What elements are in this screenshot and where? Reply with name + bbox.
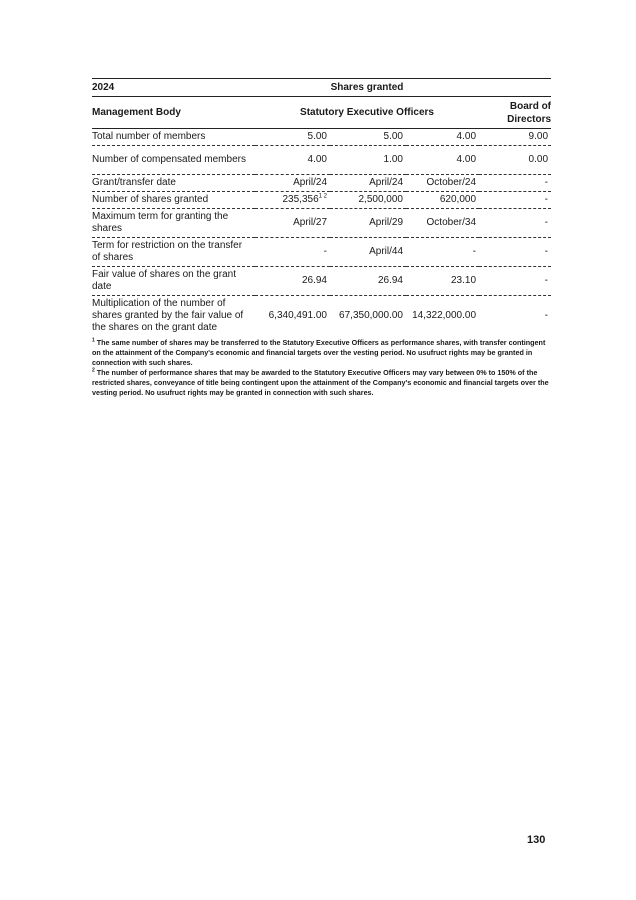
table-row [92,175,551,192]
cell-value: April/44 [330,238,406,267]
board-of-directors-header [479,97,551,129]
table-row [92,209,551,238]
cell-value: 1.00 [330,146,406,175]
table-row [92,146,551,175]
cell-value: - [479,209,551,238]
cell-value: 9.00 [479,129,551,146]
table-header-row-1 [92,79,551,97]
cell-value: 14,322,000.00 [412,309,477,321]
cell-value: 0.00 [479,146,551,175]
cell-value: April/27 [255,209,330,238]
cell-value: April/24 [330,175,406,192]
shares-granted-header: Shares granted [255,79,479,97]
cell-value: 2,500,000 [330,192,406,209]
cell-value: - [479,238,551,267]
row-label: Multiplication of the number of shares granted by the fair value of the shares on the grant date [92,297,244,333]
management-body-header: Management Body [92,97,255,129]
cell-value: 67,350,000.00 [339,309,403,321]
board-header-line-2: Directors [507,113,552,125]
row-label: Number of compensated members [92,146,255,175]
table-header-row-2 [92,97,551,129]
footnotes [92,338,554,398]
cell-value: - [255,238,330,267]
cell-value: 5.00 [330,129,406,146]
cell-value: 6,340,491.00 [268,309,327,321]
cell-value: - [479,267,551,296]
cell-value: 26.94 [255,267,330,296]
footnote-2-text: The number of performance shares that may be awarded to the Statutory Executive Officers may vary between 0% to 150% of the restricted shares, conveyance of title being contingent upon the attainment of the Company's economic and financial targets over the vesting period. No usufruct rights may be granted in connection with such shares. [92,368,549,397]
row-label: Fair value of shares on the grant date [92,267,255,296]
cell-value: April/24 [255,175,330,192]
table-row [92,192,551,209]
cell-value: - [406,238,479,267]
cell-value: April/29 [330,209,406,238]
cell-value: - [544,309,549,321]
cell-value: 5.00 [255,129,330,146]
footnote-2 [92,368,554,398]
empty-header-cell [479,79,551,97]
cell-value: 26.94 [330,267,406,296]
cell-value: 4.00 [406,129,479,146]
shares-granted-table [92,78,551,336]
row-label: Term for restriction on the transfer of shares [92,238,255,267]
cell-value-text: 235,356 [282,194,319,205]
cell-value [255,192,330,209]
row-label: Maximum term for granting the shares [92,209,255,238]
cell-value: 4.00 [255,146,330,175]
table-row [92,129,551,146]
board-header-line-1: Board of [509,100,552,112]
footnote-reference: 1 2 [318,193,327,200]
row-label: Total number of members [92,129,255,146]
cell-value: - [479,175,551,192]
table-row [92,238,551,267]
cell-value: October/34 [406,209,479,238]
footnote-1-text: The same number of shares may be transferred to the Statutory Executive Officers as performance shares, with transfer contingent on the attainment of the Company's economic and financial targets over the vesting period. No usufruct rights may be granted in connection with such shares. [92,338,546,367]
page-number: 130 [527,834,546,846]
footnote-1-mark: 1 [92,337,95,344]
shares-granted-table-block [92,78,551,336]
footnote-2-mark: 2 [92,367,95,374]
table-row [92,296,551,336]
cell-value: October/24 [406,175,479,192]
table-row [92,267,551,296]
footnote-1 [92,338,554,368]
cell-value: 4.00 [406,146,479,175]
cell-value: 620,000 [406,192,479,209]
statutory-officers-header: Statutory Executive Officers [255,97,479,129]
row-label: Grant/transfer date [92,175,255,192]
cell-value: - [479,192,551,209]
cell-value: 23.10 [406,267,479,296]
row-label: Number of shares granted [92,192,255,209]
year-header: 2024 [92,79,255,97]
